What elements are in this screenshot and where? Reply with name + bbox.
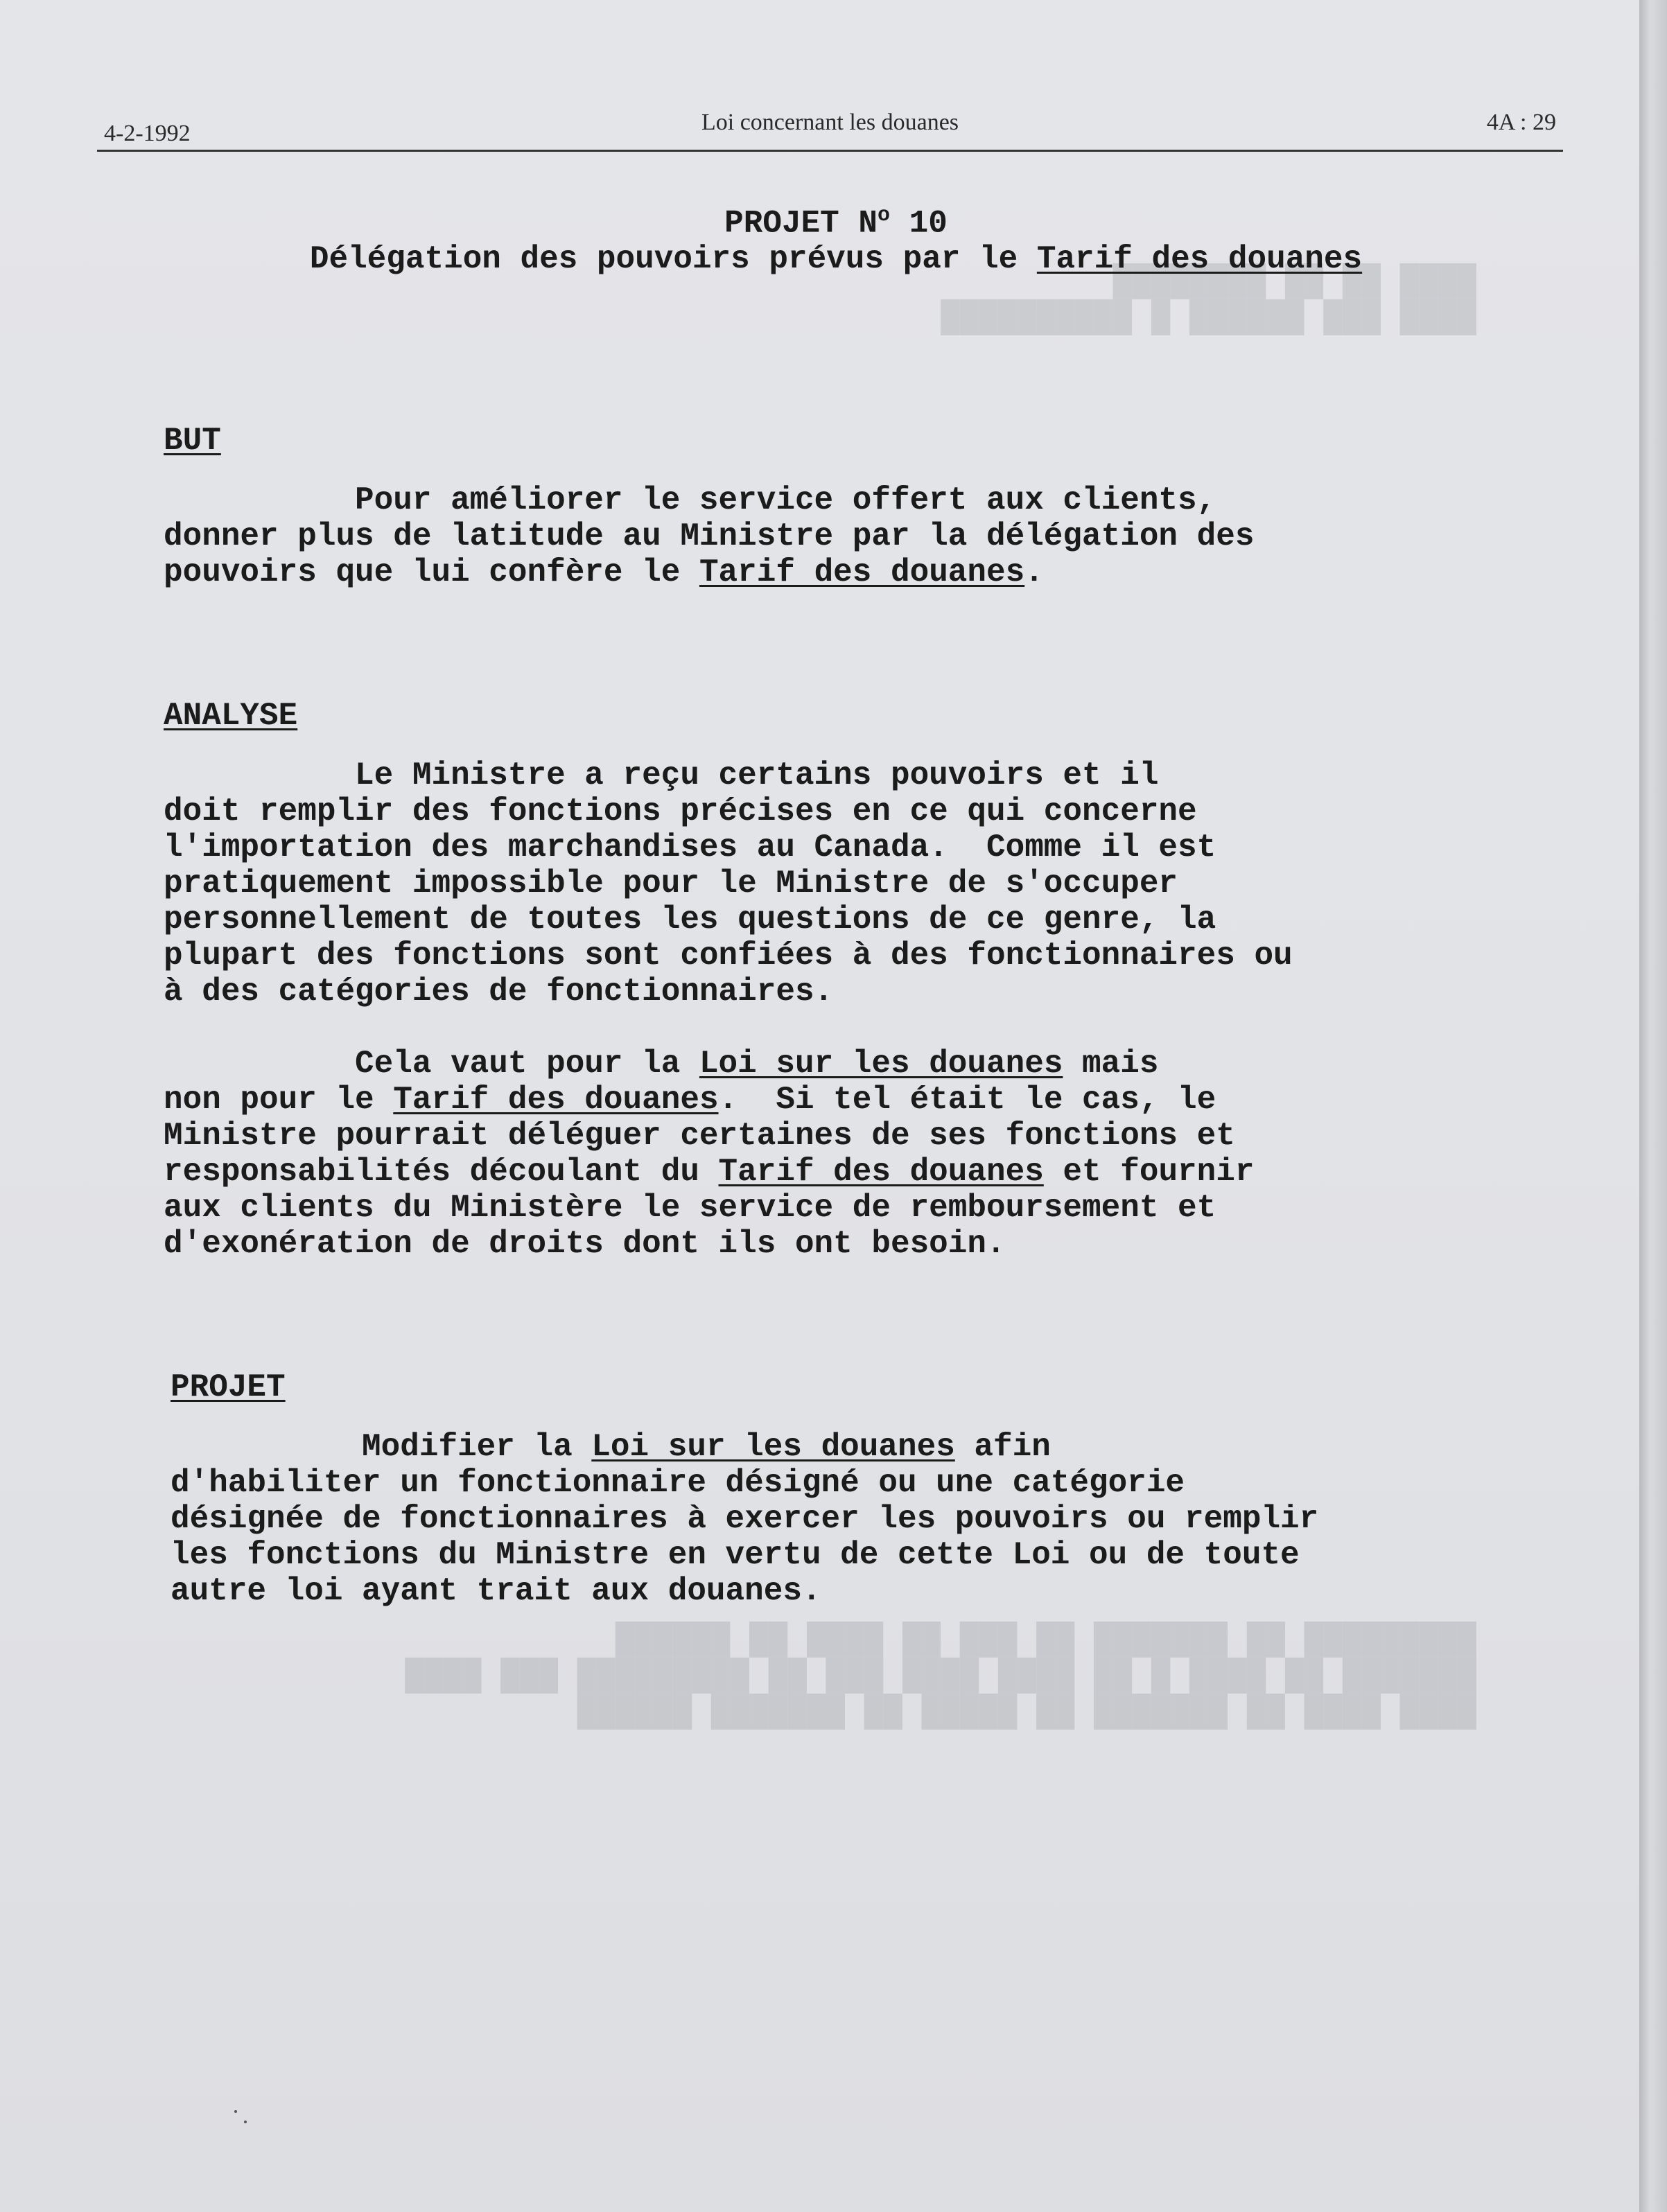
- but-line: donner plus de latitude au Ministre par la délégation des: [164, 518, 1255, 555]
- analyse-line: aux clients du Ministère le service de remboursement et: [164, 1190, 1216, 1227]
- projet-line: afin: [954, 1429, 1051, 1466]
- running-header: [97, 105, 1563, 152]
- projet-line: Modifier la: [171, 1429, 592, 1466]
- analyse-line: . Si tel était le cas, le: [718, 1082, 1216, 1118]
- dust-speck: [244, 2121, 247, 2123]
- projet-paragraph: [171, 1429, 1467, 1609]
- project-title: [205, 198, 1467, 241]
- project-label-superscript: o: [878, 204, 891, 227]
- but-paragraph: [164, 482, 1467, 590]
- analyse-line: et fournir: [1043, 1154, 1255, 1191]
- law-reference: Tarif des douanes: [718, 1154, 1044, 1191]
- subtitle-text: Délégation des pouvoirs prévus par le: [309, 241, 1037, 278]
- analyse-paragraph-2: [164, 1046, 1467, 1262]
- analyse-line: à des catégories de fonctionnaires.: [164, 974, 834, 1010]
- dust-speck: [234, 2110, 237, 2113]
- header-page-number: 4A : 29: [1486, 109, 1556, 135]
- header-title: Loi concernant les douanes: [701, 109, 959, 135]
- section-heading-analyse: ANALYSE: [164, 698, 298, 735]
- but-line: pouvoirs que lui confère le: [164, 554, 699, 591]
- analyse-line: Ministre pourrait déléguer certaines de ses fonctions et: [164, 1118, 1235, 1155]
- law-reference: Loi sur les douanes: [699, 1046, 1063, 1082]
- section-heading-projet: PROJET: [171, 1369, 286, 1406]
- projet-line: désignée de fonctionnaires à exercer les pouvoirs ou remplir: [171, 1501, 1319, 1538]
- analyse-line: non pour le: [164, 1082, 394, 1118]
- law-reference: Tarif des douanes: [393, 1082, 719, 1118]
- analyse-line: doit remplir des fonctions précises en ce qui concerne: [164, 793, 1197, 830]
- analyse-line: Le Ministre a reçu certains pouvoirs et il: [164, 757, 1159, 794]
- document-body: [164, 198, 1467, 1609]
- show-through-text: ████ ██ ██ ████████ ████ ███ ██████ █ ██████████: [941, 263, 1476, 335]
- analyse-line: l'importation des marchandises au Canada. Comme il est: [164, 830, 1216, 866]
- but-line: Pour améliorer le service offert aux clients,: [164, 482, 1216, 519]
- analyse-line: pratiquement impossible pour le Ministre de s'occuper: [164, 866, 1178, 902]
- section-heading-but: BUT: [164, 423, 221, 459]
- header-date: 4-2-1992: [104, 121, 191, 146]
- analyse-line: plupart des fonctions sont confiées à des fonctionnaires ou: [164, 938, 1293, 974]
- project-number: 10: [890, 205, 948, 242]
- analyse-line: d'exonération de droits dont ils ont besoin.: [164, 1226, 1006, 1263]
- project-label: PROJET N: [724, 205, 878, 242]
- projet-line: d'habiliter un fonctionnaire désigné ou une catégorie: [171, 1465, 1185, 1502]
- punctuation: .: [1024, 554, 1044, 591]
- law-reference: Tarif des douanes: [699, 554, 1025, 591]
- projet-line: les fonctions du Ministre en vertu de cette Loi ou de toute: [171, 1537, 1300, 1574]
- show-through-text: █████████ ██ ███████ ██ ███ ██ ████ ██ ██████ ███████ ██ ████ █ ██ ████ ████ ███ ██ █████████ ███ ████ ████ ████ ██ ███████ ██ █████ ██ ███████ ██████: [405, 1622, 1476, 1730]
- analyse-line: responsabilités découlant du: [164, 1154, 719, 1191]
- projet-line: autre loi ayant trait aux douanes.: [171, 1573, 821, 1610]
- page-edge: [1639, 0, 1667, 2212]
- law-reference: Loi sur les douanes: [591, 1429, 955, 1466]
- subtitle-law-reference: Tarif des douanes: [1036, 241, 1363, 278]
- project-subtitle: [205, 241, 1467, 277]
- analyse-line: mais: [1063, 1046, 1159, 1082]
- analyse-line: personnellement de toutes les questions de ce genre, la: [164, 902, 1216, 938]
- analyse-paragraph-1: [164, 757, 1467, 1010]
- analyse-line: Cela vaut pour la: [164, 1046, 699, 1082]
